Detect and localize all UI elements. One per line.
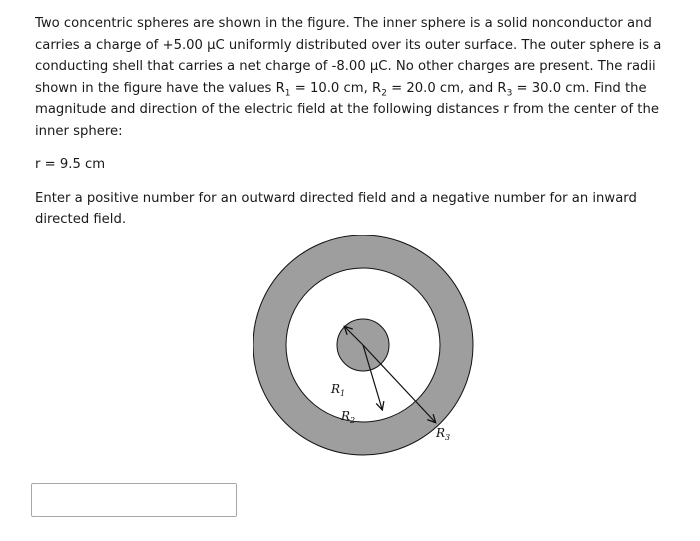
r3-symbol: R (497, 80, 507, 96)
distance-value: r = 9.5 cm (35, 157, 106, 172)
instruction-text: Enter a positive number for an outward directed field and a negative number for an inward directed field. (35, 190, 637, 227)
r2-symbol: R (372, 80, 382, 96)
r3-label: $R_3$ (436, 426, 451, 442)
r2-label: $R_2$ (341, 409, 356, 425)
problem-statement (35, 13, 685, 142)
problem-intro: Two concentric spheres are shown in the figure. The inner sphere is a solid nonconductor and carries a charge of +5.00 µC uniformly distributed over its outer surface. The outer sphere is a conducting shell that carries a net charge of -8.00 µC. No other charges are present. The radii shown in the figure have the values (35, 16, 662, 96)
r1-label: $R_1$ (331, 382, 346, 398)
concentric-spheres-figure (253, 235, 478, 460)
r3-subscript: 3 (506, 88, 513, 99)
answer-input[interactable] (31, 483, 237, 517)
r2-value: = 20.0 cm, and (386, 80, 498, 96)
problem-text (35, 13, 685, 231)
r3-value: = 30.0 cm. Find the magnitude and direction of the electric field at the following distances r from the center of the inner sphere: (35, 80, 659, 139)
r1-value: = 10.0 cm, (290, 80, 373, 96)
r2-subscript: 2 (381, 88, 387, 99)
r1-subscript: 1 (284, 88, 291, 99)
r1-symbol: R (275, 80, 285, 96)
